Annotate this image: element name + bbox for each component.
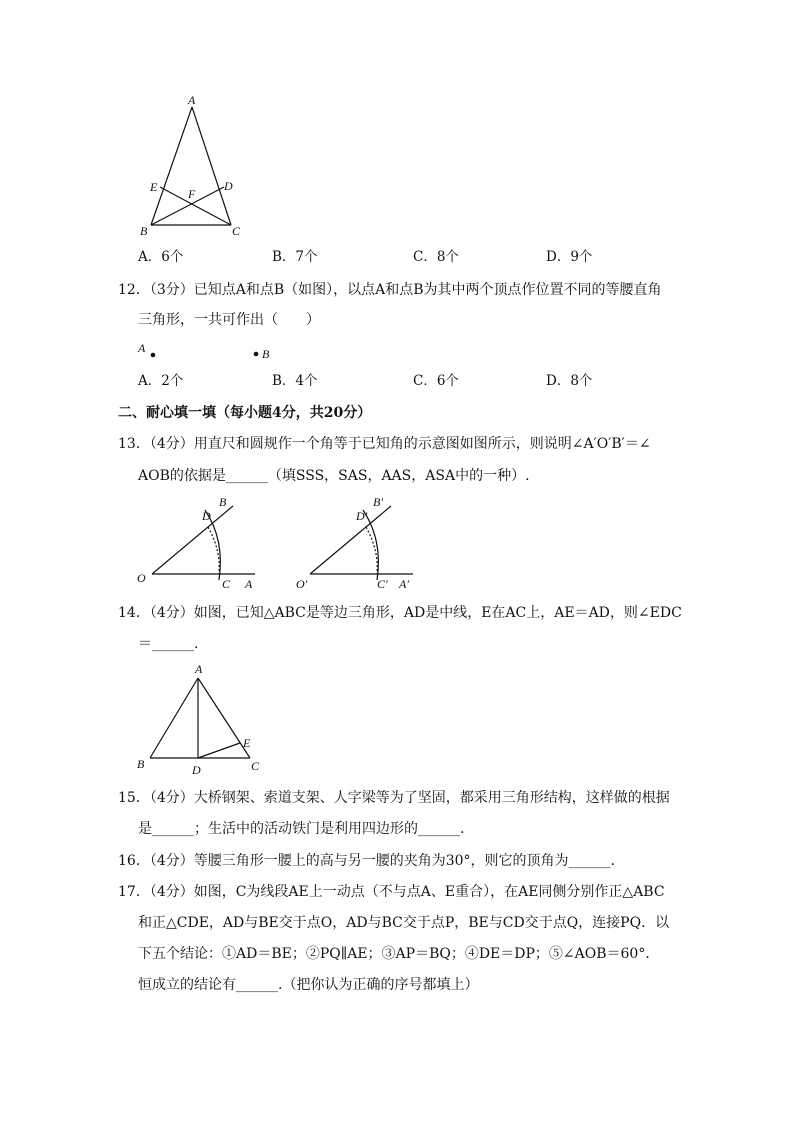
label-A: A xyxy=(195,662,203,676)
label-C: C xyxy=(222,577,231,591)
q17-stem-line2: 和正△CDE，AD与BE交于点O，AD与BC交于点P，BE与CD交于点Q，连接PQ．以 xyxy=(138,915,670,931)
segment-DE xyxy=(198,743,240,758)
figure-q12-points xyxy=(136,340,286,364)
figure-q13-right-angle xyxy=(293,490,423,595)
segment-AB xyxy=(150,678,198,758)
label-B: B xyxy=(137,757,145,771)
q16-stem: 16．（4分）等腰三角形一腰上的高与另一腰的夹角为30°，则它的顶角为______. xyxy=(118,853,615,869)
label-point-A: A xyxy=(138,341,146,355)
q14-stem-line2: ＝______. xyxy=(138,636,199,652)
label-A: A xyxy=(188,95,196,107)
label-B: B xyxy=(140,224,148,238)
q14-stem-line1: 14．（4分）如图，已知△ABC是等边三角形，AD是中线，E在AC上，AE＝AD，则∠EDC xyxy=(118,605,682,621)
figure-q13-left-angle xyxy=(135,490,265,595)
label-C-prime: C′ xyxy=(377,577,388,591)
q17-stem-line3: 下五个结论：①AD＝BE；②PQ∥AE；③AP＝BQ；④DE＝DP；⑤∠AOB＝60°． xyxy=(138,946,660,962)
q17-stem-line1: 17．（4分）如图，C为线段AE上一动点（不与点A、E重合），在AE同侧分别作正△ABC xyxy=(118,884,665,900)
label-B-prime: B′ xyxy=(373,495,383,509)
q12-option-d[interactable]: D．8个 xyxy=(546,373,593,389)
segment-D-prime-C-prime-dashed xyxy=(366,527,377,574)
label-D-prime: D′ xyxy=(356,509,368,523)
label-point-B: B xyxy=(262,347,270,361)
figure-q14-triangle xyxy=(135,660,270,778)
label-A: A xyxy=(245,577,253,591)
point-A-dot xyxy=(151,353,156,358)
label-E: E xyxy=(150,180,158,194)
q11-option-d[interactable]: D．9个 xyxy=(546,249,593,265)
q15-stem-line1: 15．（4分）大桥钢架、索道支架、人字梁等为了坚固，都采用三角形结构，这样做的根据 xyxy=(118,790,670,806)
q12-option-c[interactable]: C．6个 xyxy=(413,373,459,389)
label-C: C xyxy=(232,224,241,238)
segment-DC-dashed xyxy=(208,527,219,574)
label-O-prime: O′ xyxy=(296,577,308,591)
label-A-prime: A′ xyxy=(399,577,409,591)
q17-stem-line4: 恒成立的结论有______.（把你认为正确的序号都填上） xyxy=(138,977,479,993)
section-2-title: 二、耐心填一填（每小题4分，共20分） xyxy=(118,405,372,421)
q11-option-c[interactable]: C．8个 xyxy=(413,249,459,265)
q12-option-a[interactable]: A．2个 xyxy=(138,373,184,389)
q13-stem-line1: 13．（4分）用直尺和圆规作一个角等于已知角的示意图如图所示，则说明∠A′O′B′＝∠ xyxy=(118,436,651,452)
label-D: D xyxy=(202,509,211,523)
label-B: B xyxy=(219,495,227,509)
q11-option-b[interactable]: B．7个 xyxy=(272,249,318,265)
point-B-dot xyxy=(254,352,259,357)
label-C: C xyxy=(251,759,260,773)
q13-stem-line2: AOB的依据是______（填SSS，SAS，AAS，ASA中的一种）. xyxy=(138,468,530,484)
q12-stem-line2: 三角形，一共可作出（ ） xyxy=(138,312,320,328)
q15-stem-line2: 是______；生活中的活动铁门是利用四边形的______. xyxy=(138,821,465,837)
label-O: O xyxy=(137,571,146,585)
label-F: F xyxy=(188,187,196,201)
q12-option-b[interactable]: B．4个 xyxy=(272,373,318,389)
label-D: D xyxy=(224,179,233,193)
label-D: D xyxy=(192,763,201,777)
q11-option-a[interactable]: A．6个 xyxy=(138,249,184,265)
figure-q11-triangle xyxy=(140,95,250,240)
q12-stem-line1: 12．（3分）已知点A和点B（如图），以点A和点B为其中两个顶点作位置不同的等腰直角 xyxy=(118,282,662,298)
label-E: E xyxy=(243,736,251,750)
